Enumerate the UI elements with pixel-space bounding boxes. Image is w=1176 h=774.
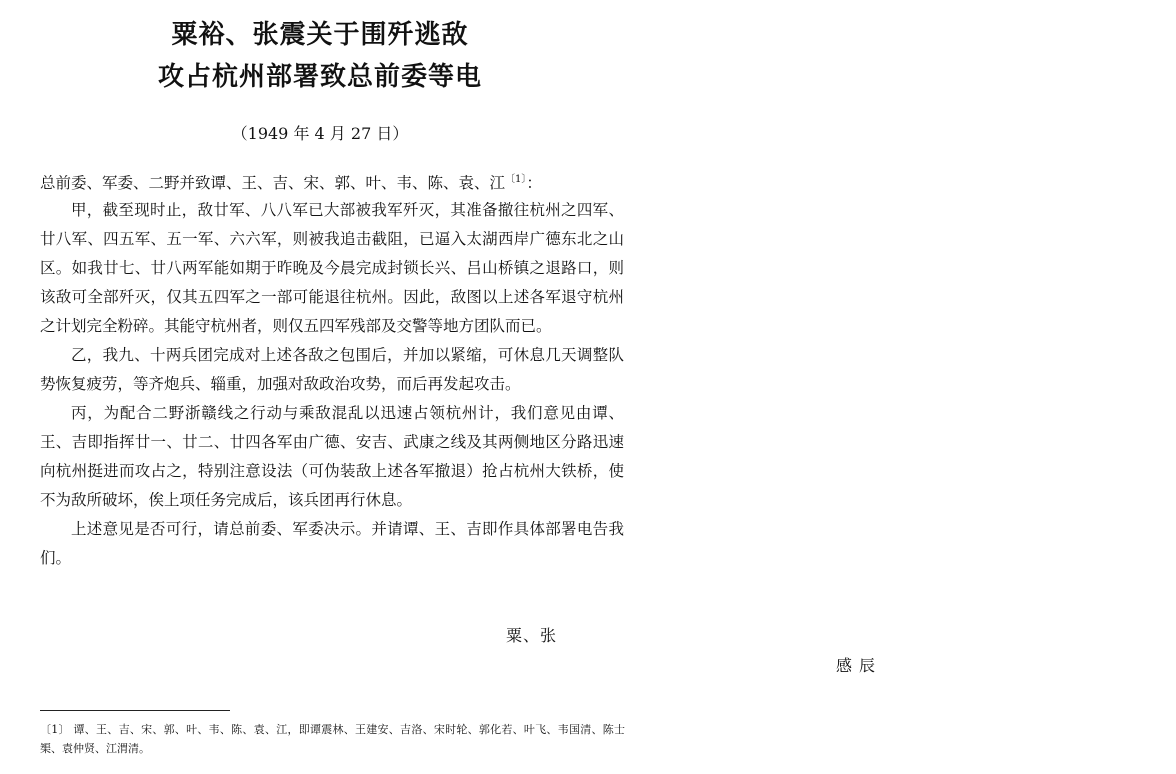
signature-names: 粟、张 [506, 626, 558, 645]
paragraph-yi: 乙，我九、十两兵团完成对上述各敌之包围后，并加以紧缩，可休息几天调整队势恢复疲劳，等齐炮兵、辎重，加强对敌政治攻势，而后再发起攻击。 [40, 346, 624, 393]
document-title-line-1: 粟裕、张震关于围歼逃敌 [171, 20, 469, 50]
document-title-line-2: 攻占杭州部署致总前委等电 [157, 62, 482, 92]
document-date: （1949 年 4 月 27 日） [231, 124, 409, 143]
telegram-body [40, 196, 624, 573]
paragraph-closing: 上述意见是否可行，请总前委、军委决示。并请谭、王、吉即作具体部署电告我们。 [40, 520, 624, 567]
footnote-divider [40, 710, 230, 711]
addressee-line [40, 172, 620, 194]
footnote-reference: 〔1〕 [505, 173, 527, 185]
paragraph-jia: 甲，截至现时止，敌廿军、八八军已大部被我军歼灭，其准备撤往杭州之四军、廿八军、四五军、五一军、六六军，则被我追击截阻，已逼入太湖西岸广德东北之山区。如我廿七、廿八两军能如期于昨晚及今晨完成封锁长兴、吕山桥镇之退路口，则该敌可全部歼灭，仅其五四军之一部可能退往杭州。因此，敌图以上述各军退守杭州之计划完全粉碎。其能守杭州者，则仅五四军残部及交警等地方团队而已。 [40, 201, 624, 335]
signature-date: 感 辰 [835, 656, 877, 675]
paragraph-bing: 丙，为配合二野浙赣线之行动与乘敌混乱以迅速占领杭州计，我们意见由谭、王、吉即指挥廿一、廿二、廿四各军由广德、安吉、武康之线及其两侧地区分路迅速向杭州挺进而攻占之，特别注意设法（可伪装敌上述各军撤退）抢占杭州大铁桥，使不为敌所破坏，俟上项任务完成后，该兵团再行休息。 [40, 404, 624, 509]
footnote: 〔1〕 谭、王、吉、宋、郭、叶、韦、陈、袁、江，即谭震林、王建安、吉洛、宋时轮、郭化若、叶飞、韦国清、陈士榘、袁仲贤、江渭清。 [40, 723, 625, 755]
addressee-text: 总前委、军委、二野并致谭、王、吉、宋、郭、叶、韦、陈、袁、江 [40, 174, 506, 192]
addressee-colon: ： [526, 174, 542, 192]
